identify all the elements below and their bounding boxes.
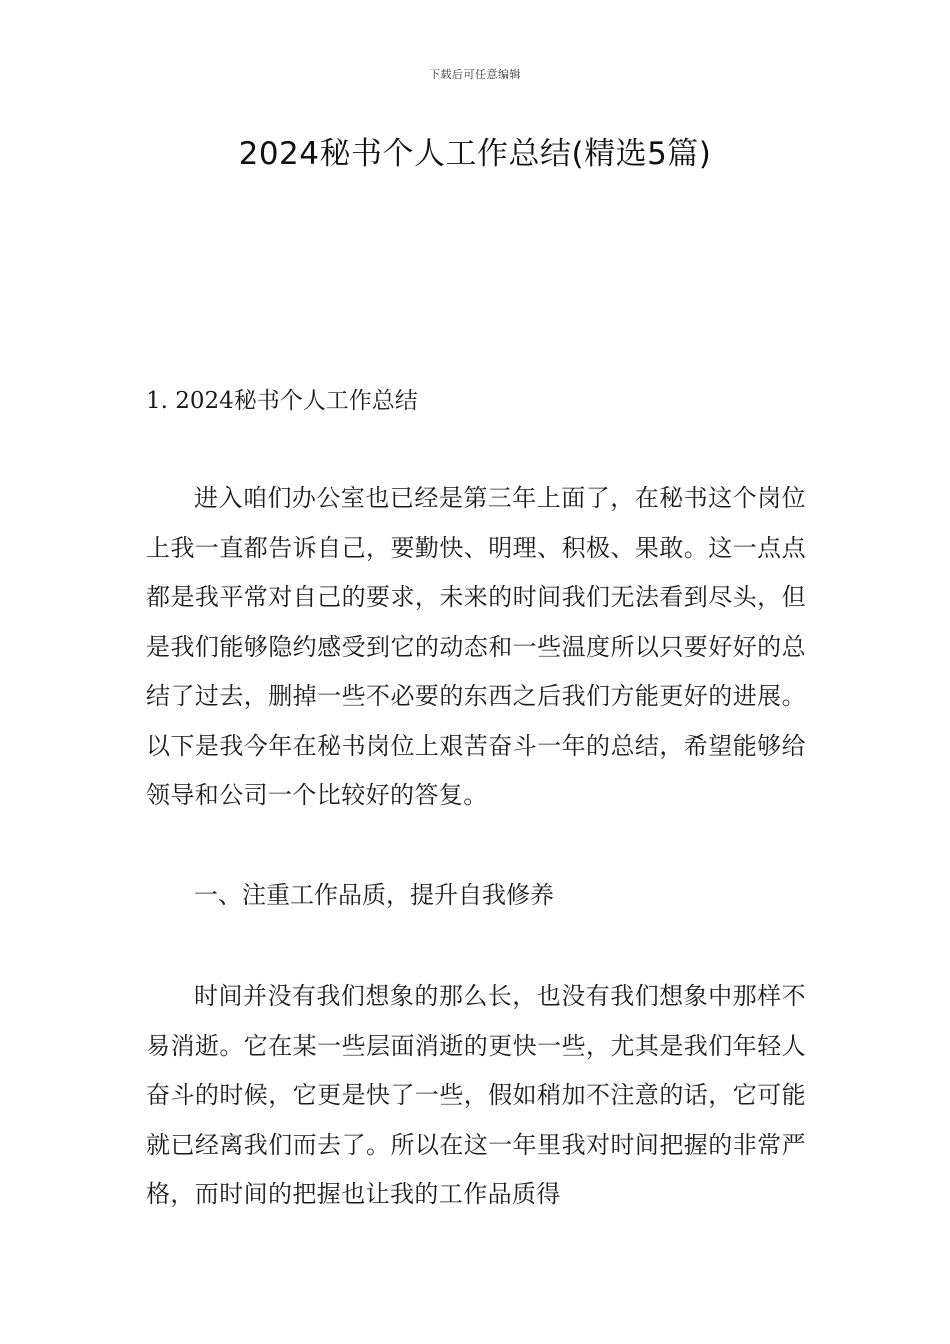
- body-paragraph: 时间并没有我们想象的那么长，也没有我们想象中那样不易消逝。它在某一些层面消逝的更快一些，尤其是我们年轻人奋斗的时候，它更是快了一些，假如稍加不注意的话，它可能就已经离我们而去了。所以在这一年里我对时间把握的非常严格，而时间的把握也让我的工作品质得: [146, 982, 806, 1208]
- section-heading: 1. 2024秘书个人工作总结: [146, 388, 418, 414]
- header-note: 下载后可任意编辑: [429, 68, 521, 81]
- document-title: 2024秘书个人工作总结(精选5篇): [238, 136, 712, 172]
- body-paragraph: 进入咱们办公室也已经是第三年上面了，在秘书这个岗位上我一直都告诉自己，要勤快、明理、积极、果敢。这一点点都是我平常对自己的要求，未来的时间我们无法看到尽头，但是我们能够隐约感受到它的动态和一些温度所以只要好好的总结了过去，删掉一些不必要的东西之后我们方能更好的进展。以下是我今年在秘书岗位上艰苦奋斗一年的总结，希望能够给领导和公司一个比较好的答复。: [146, 484, 806, 809]
- subheading: 一、注重工作品质，提升自我修养: [194, 881, 554, 909]
